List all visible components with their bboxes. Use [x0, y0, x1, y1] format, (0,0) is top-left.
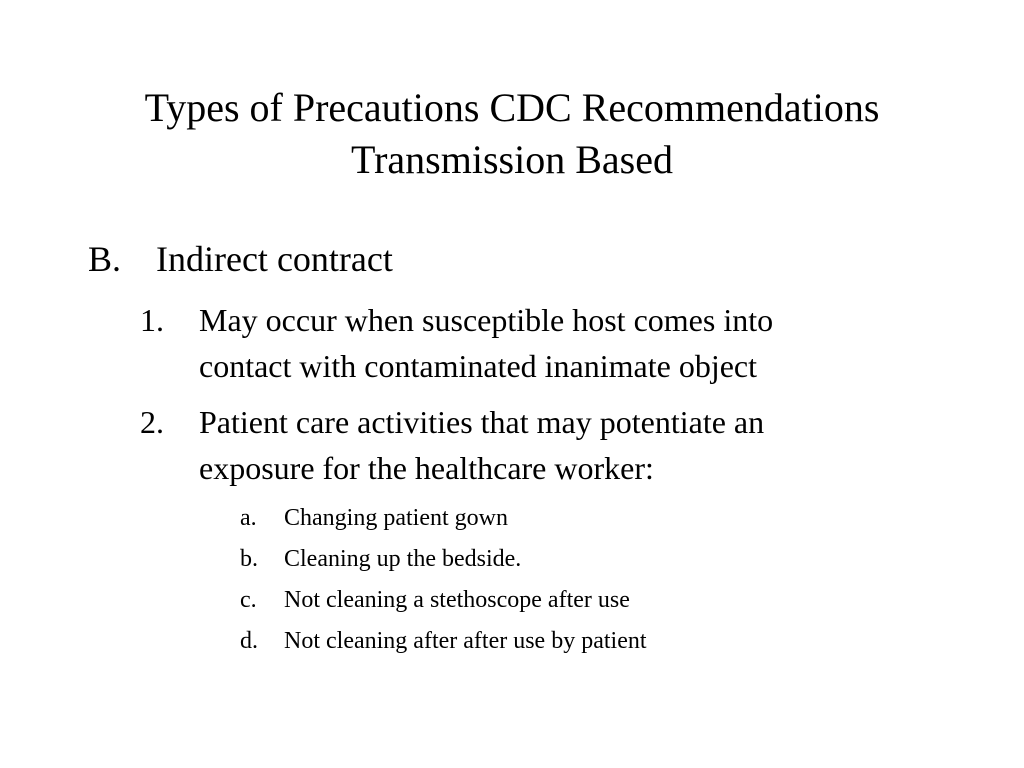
list-item-marker: 2. — [140, 404, 164, 440]
section-marker: B. — [88, 239, 122, 279]
sub-list-item — [0, 544, 1024, 574]
sub-list-item — [0, 626, 1024, 656]
sub-list-item-marker: b. — [240, 546, 258, 572]
section-heading: Indirect contract — [156, 239, 393, 279]
slide-title — [0, 82, 1024, 186]
sub-list-item — [0, 503, 1024, 533]
list-item — [0, 399, 1024, 491]
sub-list-item-marker: a. — [240, 505, 257, 531]
sub-list-item-marker: c. — [240, 587, 257, 613]
list-item-line-1: Patient care activities that may potentiate an — [199, 404, 765, 440]
list-item-marker: 1. — [140, 302, 164, 338]
list-item-line-2: contact with contaminated inanimate object — [199, 348, 758, 384]
sub-list-item-text: Not cleaning a stethoscope after use — [284, 587, 630, 613]
slide-title-line-1: Types of Precautions CDC Recommendations — [144, 85, 880, 130]
sub-list-item — [0, 585, 1024, 615]
slide-title-line-2: Transmission Based — [351, 137, 673, 182]
sub-list-item-marker: d. — [240, 628, 258, 654]
sub-list-item-text: Changing patient gown — [284, 505, 508, 531]
sub-list-item-text: Not cleaning after after use by patient — [284, 628, 647, 654]
list-item — [0, 297, 1024, 389]
sub-list-item-text: Cleaning up the bedside. — [284, 546, 522, 572]
list-item-line-2: exposure for the healthcare worker: — [199, 450, 654, 486]
list-item-line-1: May occur when susceptible host comes into — [199, 302, 774, 338]
